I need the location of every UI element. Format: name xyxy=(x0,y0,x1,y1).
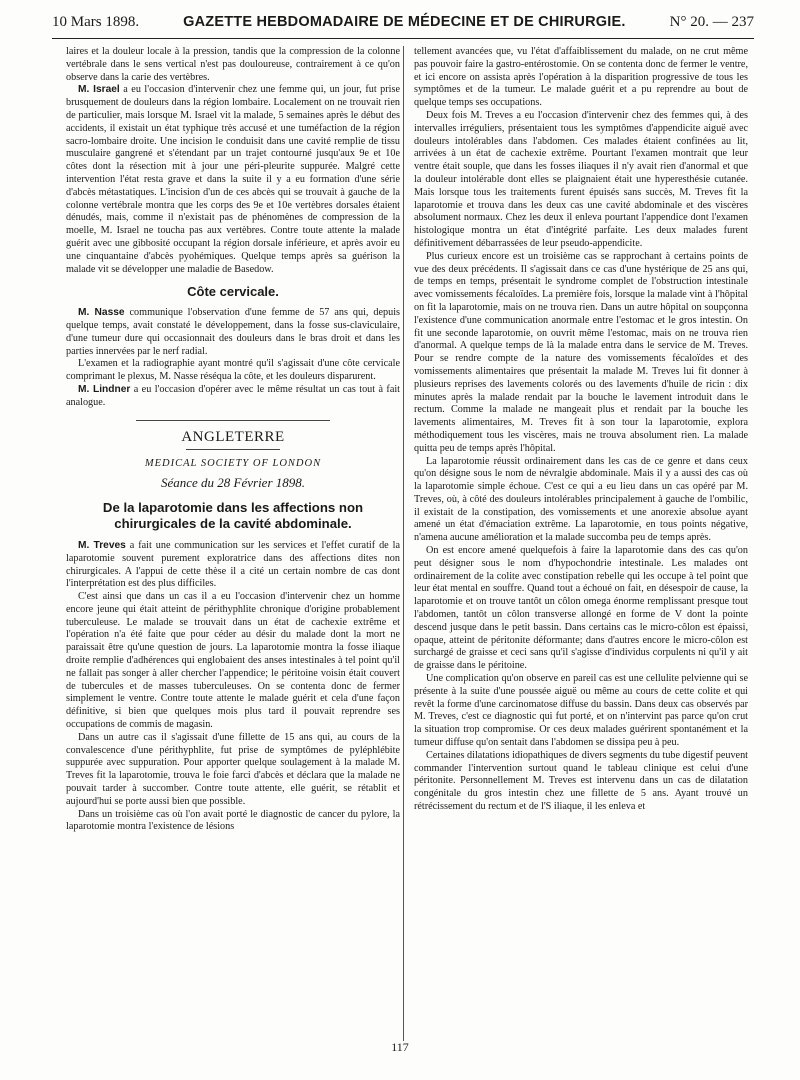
paragraph: La laparotomie réussit ordinairement dans les cas de ce genre et dans ceux qu'on désigne sous le nom de névralgie abdominale. Mais il y a aussi des cas où la laparotomie simple échoue. C'est ce qui a eu lieu dans un cas opéré par M. Treves, où, à côté des douleurs intolérables principalement à gauche de l'ombilic, il existait de la constipation, des vomissements et une anorexie absolue ayant amené un état d'émaciation extrême. La laparotomie, en tous points négative, n'amena aucune amélioration et la malade succomba peu de temps après. xyxy=(414,455,748,544)
section-heading: Côte cervicale. xyxy=(187,284,279,300)
paragraph-text: a eu l'occasion d'intervenir chez une femme qui, un jour, fut prise brusquement de douleurs dans la région lombaire. Localement on ne trouvait rien de particulier, mais lorsque M. Israel vit la malade, 5 semaines après le début des accidents, il existait un état typhique très accusé et une tuméfaction de la région sacro-lombaire droite. Une incision le conduisit dans une cavité remplie de tissu musculaire gangrené et s'étendant par un trajet contourné jusqu'aux 9e et 10e côtes dont la résection mit à jour une péri-pleurite suppurée. Malgré cette intervention l'état resta grave et dans la suite il y a eu formation d'une série d'abcès métastatiques. L'incision d'un de ces abcès qui se trouvait à gauche de la colonne vertébrale montra que les corps des 9e et 10e vertèbres dorsales étaient dénudés, mais, comme il n'existait pas de phénomènes de compression de la moelle, M. Israel ne toucha pas aux vertèbres. Contre toute attente la malade guérit avec une gibbosité occupant la région dorsale inférieure, et après avoir eu une cinquantaine d'abcès pyohémiques. Quelque temps après sa guérison la malade vit se développer une maladie de Basedow. xyxy=(66,84,400,275)
paragraph: Plus curieux encore est un troisième cas se rapprochant à certains points de vue des deux précédents. Il s'agissait dans ce cas d'une hystérique de 25 ans qui, de temps en temps, présentait le syndrome complet de l'obstruction intestinale avec vomissements fécaloïdes. La première fois, lorsque la malade vint à l'hôpital on fit la laparotomie, mais on ne trouva rien. Dans un autre hôpital on soupçonna l'existence d'une communication anormale entre l'estomac et le gros intestin. On fit une seconde laparotomie, on ouvrit même l'estomac, mais on ne trouva rien d'anormal. A quelque temps de là la malade entra dans le service de M. Treves. Pour se rendre compte de la nature des vomissements fécaloïdes et des vomissements alimentaires que présentait la malade M. Treves lui fit donner à plusieurs reprises des lavements colorés ou des lavements d'huile de ricin : dix minutes après la malade rendait par la bouche le lavement introduit dans le rectum. Comme la malade ne mangeait plus et rendait par la bouche les lavements alimentaires, M. Treves fit à son tour la laparotomie, explora méthodiquement tous les viscères, mais ne trouva absolument rien. La malade quitta peu de temps après l'hôpital. xyxy=(414,250,748,454)
paragraph: tellement avancées que, vu l'état d'affaiblissement du malade, on ne crut même pas pouvoir faire la gastro-entérostomie. On se contenta donc de fermer le ventre, et ici encore on assista après l'opération à la disparition progressive de tous les symptômes et de la tumeur. Le malade guérit et a pu reprendre au bout de quelque temps ses occupations. xyxy=(414,46,748,109)
speaker-name: M. Treves xyxy=(78,539,126,551)
paragraph: Dans un autre cas il s'agissait d'une fillette de 15 ans qui, au cours de la convalescence d'une périthyphlite, fut prise de symptômes de pyléphlébite suppurée avec suppuration. Pour apporter quelque soulagement à la malade M. Treves fit la laparotomie, trouva le foie farci d'abcès et déclara que la malade ne pouvait tarder à succomber. Contre toute attente, elle guérit, se rétablit et aujourd'hui se porte aussi bien que possible. xyxy=(66,731,400,807)
society-name: MEDICAL SOCIETY OF LONDON xyxy=(144,458,322,470)
paragraph xyxy=(66,540,400,591)
divider xyxy=(186,449,280,450)
paragraph: Une complication qu'on observe en pareil cas est une cellulite pelvienne qui se présente à la suite d'une poussée aiguë ou même au cours de cette colite et qui revêt la forme d'une carcinomatose diffuse du bassin. Dans deux cas observés par M. Treves, c'est ce diagnostic qui fut porté, et on n'intervint pas parce qu'on crut la situation trop compromise. Or ces deux malades guérirent spontanément et la tumeur diffuse qu'on sentait dans l'abdomen se dissipa peu à peu. xyxy=(414,673,748,749)
column-rule xyxy=(403,46,404,1041)
paragraph: Certaines dilatations idiopathiques de divers segments du tube digestif peuvent commander l'intervention surtout quand le tableau clinique est celui d'une péritonite. Personnellement M. Treves est intervenu dans un cas de dilatation congénitale du gros intestin chez une fillette de 5 ans. Ayant trouvé un rétrécissement du rectum et de l'S iliaque, il les enleva et xyxy=(414,749,748,813)
paragraph: laires et la douleur locale à la pression, tandis que la compression de la colonne vertébrale dans le sens vertical n'est pas douloureuse, contrairement à ce qu'on observe dans la carie des vertèbres. xyxy=(66,46,400,83)
right-column xyxy=(414,46,748,814)
article-title: De la laparotomie dans les affections non chirurgicales de la cavité abdominale. xyxy=(102,499,364,531)
paragraph-text: a fait une communication sur les services et l'effet curatif de la laparotomie souvent purement exploratrice dans des affections dites non chirurgicales. A l'appui de cette thèse il a cité un certain nombre de cas dont l'interprétation est des plus difficiles. xyxy=(66,539,400,590)
paragraph xyxy=(66,84,400,276)
paragraph-text: a eu l'occasion d'opérer avec le même résultat un cas tout à fait analogue. xyxy=(66,383,401,408)
speaker-name: M. Israel xyxy=(78,84,120,96)
paragraph xyxy=(66,307,400,358)
header-date: 10 Mars 1898. xyxy=(52,14,140,30)
country-heading: ANGLETERRE xyxy=(181,428,285,445)
header-title: GAZETTE HEBDOMADAIRE DE MÉDECINE ET DE CHIRURGIE. xyxy=(183,14,626,30)
paragraph xyxy=(66,384,400,410)
seance-date: Séance du 28 Février 1898. xyxy=(160,475,306,491)
divider xyxy=(136,420,330,421)
paragraph: Deux fois M. Treves a eu l'occasion d'intervenir chez des femmes qui, à des intervalles irréguliers, présentaient tous les symptômes d'appendicite aiguë avec douleurs intolérables dans l'abdomen. Ces malades étaient confinées au lit, arrivées à un état de cachexie extrême. Pourtant l'examen montrait que leur ventre était souple, que dans les fosses iliaques il n'y avait rien d'anormal et que la douleur intolérable dont elles se plaignaient était une hyperesthésie cutanée. Mais lorsque tous les traitements furent épuisés sans succès, M. Treves fit la laparotomie et trouva dans les deux cas une cavité abdominale et des viscères absolument normaux. Chez les deux il enleva pourtant l'appendice dont l'examen histologique montra un état d'intégrité parfaite. Les deux malades furent définitivement débarrassées de leur pseudo-appendicite. xyxy=(414,109,748,249)
paragraph: On est encore amené quelquefois à faire la laparotomie dans des cas qu'on peut désigner sous le nom d'hypochondrie intestinale. Les malades ont ordinairement de la colite avec constipation rebelle qui les occupe à tel point que leur état mental en souffre. Quand tout a échoué on fait, en désespoir de cause, la laparotomie et on trouve tantôt un côlon omega énorme remplissant presque tout l'abdomen, tantôt un côlon transverse allongé en forme de V dont la pointe descend jusque dans le petit bassin. Dans certains cas le micro-côlon est épaissi, opaque, atteint de péritonite déformante; dans d'autres encore le micro-côlon est surchargé de graisse et ceci sans qu'il s'agisse d'individus corpulents ni qu'il y ait de graisse dans le péritoine. xyxy=(414,545,748,672)
folio-number: 117 xyxy=(391,1040,409,1054)
header-page-number: N° 20. — 237 xyxy=(669,14,754,30)
paragraph: L'examen et la radiographie ayant montré qu'il s'agissait d'une côte cervicale comprimant le plexus, M. Nasse réséqua la côte, et les douleurs disparurent. xyxy=(66,358,400,383)
paragraph: Dans un troisième cas où l'on avait porté le diagnostic de cancer du pylore, la laparotomie montra l'existence de lésions xyxy=(66,808,400,833)
running-header xyxy=(52,14,754,39)
paragraph-text: communique l'observation d'une femme de 57 ans qui, depuis quelque temps, avait constaté le développement, dans la fosse sus-claviculaire, d'une tumeur dure qui occasionnait des douleurs dans le bras droit et dans les parties innervées par le nerf radial. xyxy=(66,307,400,357)
speaker-name: M. Lindner xyxy=(78,383,131,395)
paragraph: C'est ainsi que dans un cas il a eu l'occasion d'intervenir chez un homme encore jeune qui était atteint de périthyphlite chronique d'origine probablement tuberculeuse. Le malade se trouvait dans un état de cachexie extrême et l'opération n'a été faite que pour céder au désir du malade dont la mort ne paraissait être qu'une question de jours. La laparotomie montra la fosse iliaque droite remplie d'adhérences qui englobaient des anses intestinales à tel point qu'il ne fallait pas songer à aller chercher l'appendice; le péritoine voisin était couvert de tubercules et de masses tuberculeuses. On se contenta donc de fermer simplement le ventre. Contre toute attente le malade guérit et cela d'une façon définitive, si bien que quelques mois plus tard il pouvait reprendre ses occupations de commis de magasin. xyxy=(66,591,400,731)
left-column xyxy=(66,46,400,834)
speaker-name: M. Nasse xyxy=(78,307,125,319)
